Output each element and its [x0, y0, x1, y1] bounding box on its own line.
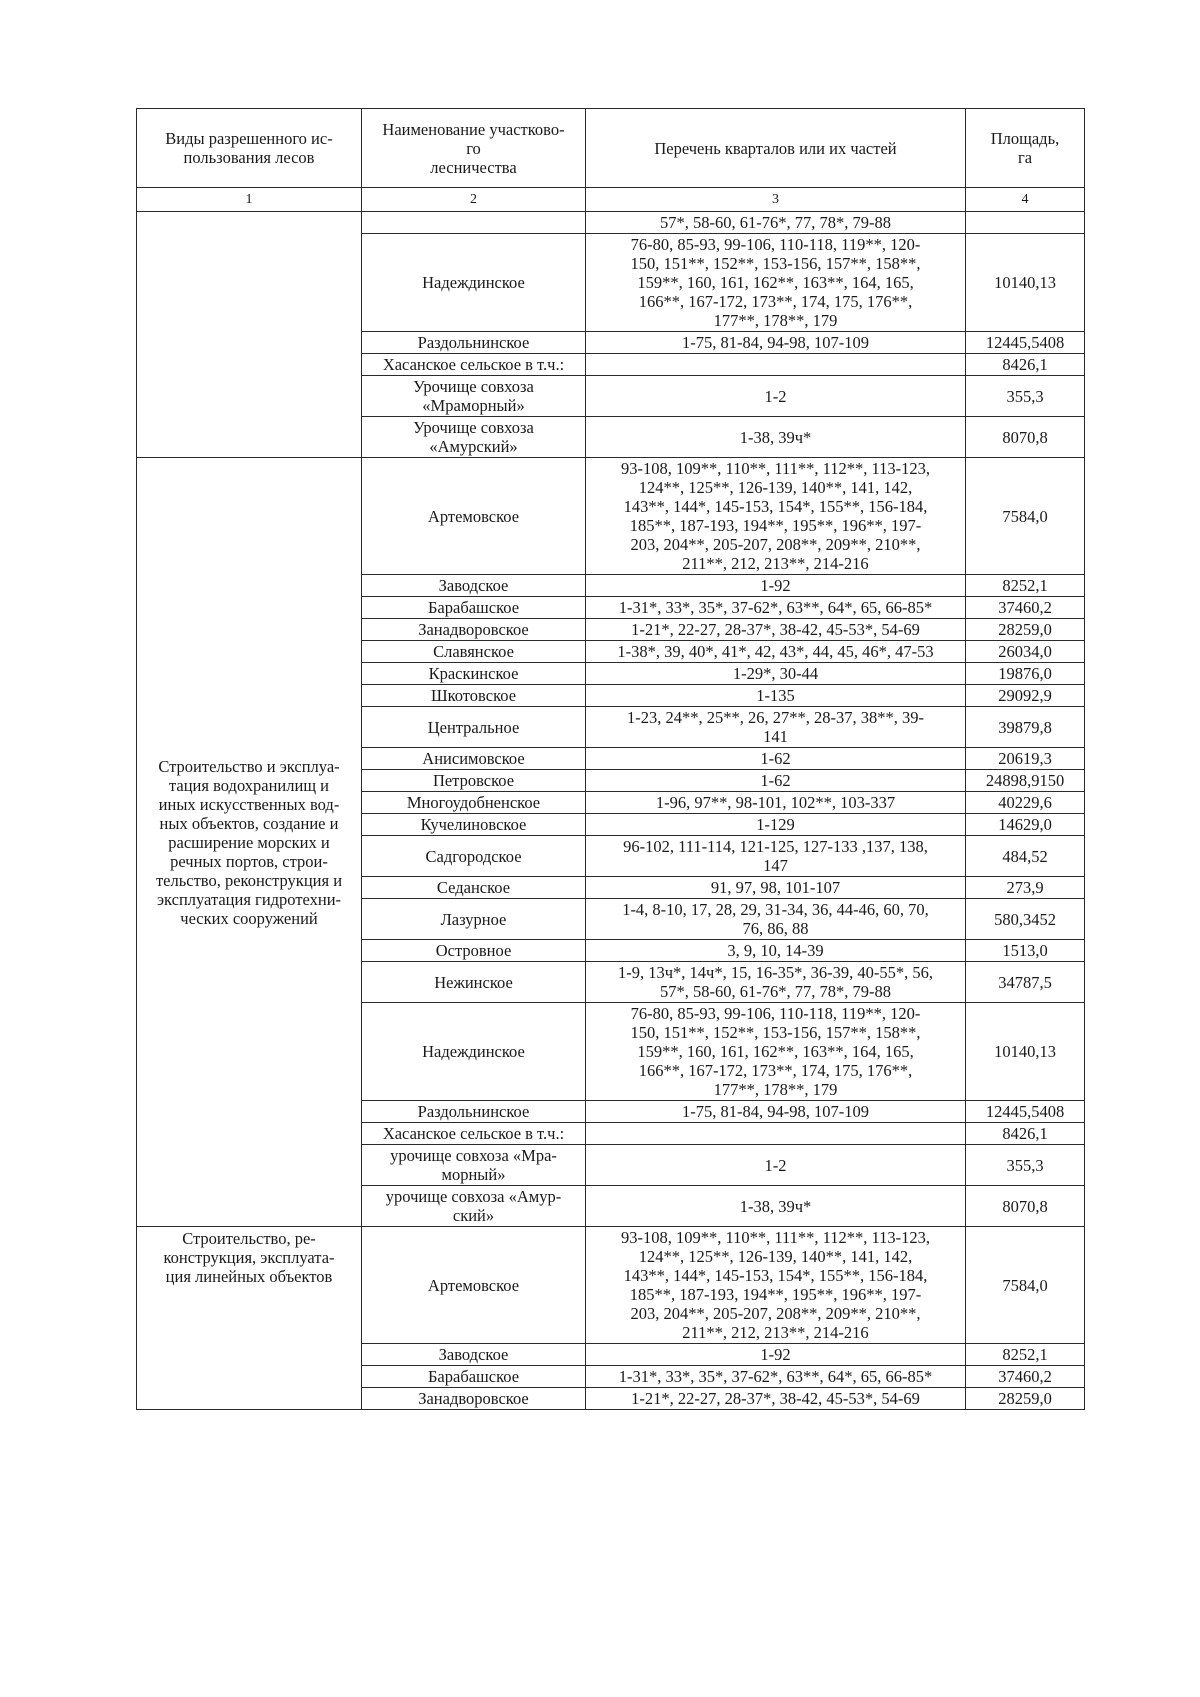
quarters-cell: 1-4, 8-10, 17, 28, 29, 31-34, 36, 44-46, 60, 70, 76, 86, 88 [586, 899, 966, 940]
quarters-cell: 1-23, 24**, 25**, 26, 27**, 28-37, 38**, 39- 141 [586, 707, 966, 748]
column-number: 1 [137, 188, 362, 212]
area-cell: 8252,1 [966, 1344, 1085, 1366]
area-cell: 39879,8 [966, 707, 1085, 748]
forestry-name-cell: Занадворовское [362, 619, 586, 641]
forestry-name-cell: Барабашское [362, 597, 586, 619]
usage-type-text: Строительство и эксплуа- тация водохранилищ и иных искусственных вод- ных объектов, создание и расширение морских и речных портов, строи- тельство, реконструкция и эксплуатация гидротехни- ческих сооружений [155, 757, 343, 928]
area-cell: 355,3 [966, 376, 1085, 417]
table-body [137, 109, 1085, 1410]
forestry-name-cell: Центральное [362, 707, 586, 748]
forestry-name-cell: Надеждинское [362, 234, 586, 332]
header-forestry-name: Наименование участково- го лесничества [362, 109, 586, 188]
forestry-name-cell [362, 212, 586, 234]
area-cell: 28259,0 [966, 619, 1085, 641]
quarters-cell: 1-9, 13ч*, 14ч*, 15, 16-35*, 36-39, 40-55*, 56, 57*, 58-60, 61-76*, 77, 78*, 79-88 [586, 962, 966, 1003]
forestry-name-cell: урочище совхоза «Амур- ский» [362, 1186, 586, 1227]
area-cell: 19876,0 [966, 663, 1085, 685]
area-cell: 8252,1 [966, 575, 1085, 597]
header-area: Площадь, га [966, 109, 1085, 188]
column-number-row [137, 188, 1085, 212]
quarters-cell: 1-38*, 39, 40*, 41*, 42, 43*, 44, 45, 46*, 47-53 [586, 641, 966, 663]
area-cell: 37460,2 [966, 597, 1085, 619]
area-cell: 10140,13 [966, 1003, 1085, 1101]
area-cell: 1513,0 [966, 940, 1085, 962]
table-row [137, 1227, 1085, 1344]
area-cell: 8426,1 [966, 354, 1085, 376]
quarters-cell: 1-31*, 33*, 35*, 37-62*, 63**, 64*, 65, 66-85* [586, 597, 966, 619]
area-cell: 14629,0 [966, 814, 1085, 836]
quarters-cell: 57*, 58-60, 61-76*, 77, 78*, 79-88 [586, 212, 966, 234]
area-cell: 8070,8 [966, 1186, 1085, 1227]
quarters-cell: 1-129 [586, 814, 966, 836]
quarters-cell: 1-135 [586, 685, 966, 707]
quarters-cell [586, 354, 966, 376]
area-cell: 8070,8 [966, 417, 1085, 458]
forestry-name-cell: Садгородское [362, 836, 586, 877]
quarters-cell: 1-38, 39ч* [586, 1186, 966, 1227]
area-cell: 34787,5 [966, 962, 1085, 1003]
column-number: 4 [966, 188, 1085, 212]
forestry-name-cell: Раздольнинское [362, 1101, 586, 1123]
table-row [137, 458, 1085, 575]
area-cell: 40229,6 [966, 792, 1085, 814]
area-cell: 10140,13 [966, 234, 1085, 332]
forest-use-table [136, 108, 1085, 1410]
quarters-cell: 1-92 [586, 1344, 966, 1366]
quarters-cell: 1-21*, 22-27, 28-37*, 38-42, 45-53*, 54-69 [586, 1388, 966, 1410]
column-number: 2 [362, 188, 586, 212]
quarters-cell: 3, 9, 10, 14-39 [586, 940, 966, 962]
area-cell: 20619,3 [966, 748, 1085, 770]
usage-type-cell [137, 1227, 362, 1410]
header-row [137, 109, 1085, 188]
usage-type-cell [137, 212, 362, 458]
area-cell: 355,3 [966, 1145, 1085, 1186]
forestry-name-cell: урочище совхоза «Мра- морный» [362, 1145, 586, 1186]
column-number: 3 [586, 188, 966, 212]
forestry-name-cell: Хасанское сельское в т.ч.: [362, 354, 586, 376]
header-usage-type: Виды разрешенного ис- пользования лесов [137, 109, 362, 188]
quarters-cell: 91, 97, 98, 101-107 [586, 877, 966, 899]
forestry-name-cell: Седанское [362, 877, 586, 899]
quarters-cell [586, 1123, 966, 1145]
forestry-name-cell: Раздольнинское [362, 332, 586, 354]
quarters-cell: 1-62 [586, 770, 966, 792]
forestry-name-cell: Урочище совхоза «Мраморный» [362, 376, 586, 417]
area-cell: 26034,0 [966, 641, 1085, 663]
forestry-name-cell: Барабашское [362, 1366, 586, 1388]
area-cell: 12445,5408 [966, 332, 1085, 354]
area-cell: 24898,9150 [966, 770, 1085, 792]
table-row [137, 212, 1085, 234]
area-cell: 37460,2 [966, 1366, 1085, 1388]
forestry-name-cell: Анисимовское [362, 748, 586, 770]
area-cell [966, 212, 1085, 234]
area-cell: 28259,0 [966, 1388, 1085, 1410]
forestry-name-cell: Заводское [362, 575, 586, 597]
usage-type-cell [137, 458, 362, 1227]
forestry-name-cell: Кучелиновское [362, 814, 586, 836]
quarters-cell: 93-108, 109**, 110**, 111**, 112**, 113-123, 124**, 125**, 126-139, 140**, 141, 142, 143**, 144*, 145-153, 154*, 155**, 156-184, 185**, 187-193, 194**, 195**, 196**, 197- 203, 204**, 205-207, 208**, 209**, 210**, 211**, 212, 213**, 214-216 [586, 1227, 966, 1344]
forestry-name-cell: Петровское [362, 770, 586, 792]
forestry-name-cell: Лазурное [362, 899, 586, 940]
forestry-name-cell: Артемовское [362, 1227, 586, 1344]
forestry-name-cell: Шкотовское [362, 685, 586, 707]
quarters-cell: 1-96, 97**, 98-101, 102**, 103-337 [586, 792, 966, 814]
area-cell: 273,9 [966, 877, 1085, 899]
quarters-cell: 1-2 [586, 376, 966, 417]
forestry-name-cell: Надеждинское [362, 1003, 586, 1101]
forestry-name-cell: Хасанское сельское в т.ч.: [362, 1123, 586, 1145]
area-cell: 580,3452 [966, 899, 1085, 940]
quarters-cell: 1-38, 39ч* [586, 417, 966, 458]
quarters-cell: 1-31*, 33*, 35*, 37-62*, 63**, 64*, 65, 66-85* [586, 1366, 966, 1388]
quarters-cell: 1-62 [586, 748, 966, 770]
area-cell: 12445,5408 [966, 1101, 1085, 1123]
forestry-name-cell: Славянское [362, 641, 586, 663]
forestry-name-cell: Краскинское [362, 663, 586, 685]
quarters-cell: 1-75, 81-84, 94-98, 107-109 [586, 332, 966, 354]
area-cell: 29092,9 [966, 685, 1085, 707]
area-cell: 484,52 [966, 836, 1085, 877]
quarters-cell: 1-92 [586, 575, 966, 597]
quarters-cell: 1-2 [586, 1145, 966, 1186]
area-cell: 8426,1 [966, 1123, 1085, 1145]
forestry-name-cell: Нежинское [362, 962, 586, 1003]
forestry-name-cell: Островное [362, 940, 586, 962]
quarters-cell: 1-29*, 30-44 [586, 663, 966, 685]
quarters-cell: 1-75, 81-84, 94-98, 107-109 [586, 1101, 966, 1123]
forestry-name-cell: Занадворовское [362, 1388, 586, 1410]
usage-type-text: Строительство, ре- конструкция, эксплуата- ция линейных объектов [163, 1229, 335, 1286]
quarters-cell: 1-21*, 22-27, 28-37*, 38-42, 45-53*, 54-69 [586, 619, 966, 641]
area-cell: 7584,0 [966, 458, 1085, 575]
forestry-name-cell: Урочище совхоза «Амурский» [362, 417, 586, 458]
quarters-cell: 96-102, 111-114, 121-125, 127-133 ,137, 138, 147 [586, 836, 966, 877]
quarters-cell: 76-80, 85-93, 99-106, 110-118, 119**, 120- 150, 151**, 152**, 153-156, 157**, 158**, 159**, 160, 161, 162**, 163**, 164, 165, 166**, 167-172, 173**, 174, 175, 176**, 177**, 178**, 179 [586, 1003, 966, 1101]
forestry-name-cell: Многоудобненское [362, 792, 586, 814]
area-cell: 7584,0 [966, 1227, 1085, 1344]
forestry-name-cell: Артемовское [362, 458, 586, 575]
forestry-name-cell: Заводское [362, 1344, 586, 1366]
quarters-cell: 93-108, 109**, 110**, 111**, 112**, 113-123, 124**, 125**, 126-139, 140**, 141, 142, 143**, 144*, 145-153, 154*, 155**, 156-184, 185**, 187-193, 194**, 195**, 196**, 197- 203, 204**, 205-207, 208**, 209**, 210**, 211**, 212, 213**, 214-216 [586, 458, 966, 575]
quarters-cell: 76-80, 85-93, 99-106, 110-118, 119**, 120- 150, 151**, 152**, 153-156, 157**, 158**, 159**, 160, 161, 162**, 163**, 164, 165, 166**, 167-172, 173**, 174, 175, 176**, 177**, 178**, 179 [586, 234, 966, 332]
header-quarters-list: Перечень кварталов или их частей [586, 109, 966, 188]
